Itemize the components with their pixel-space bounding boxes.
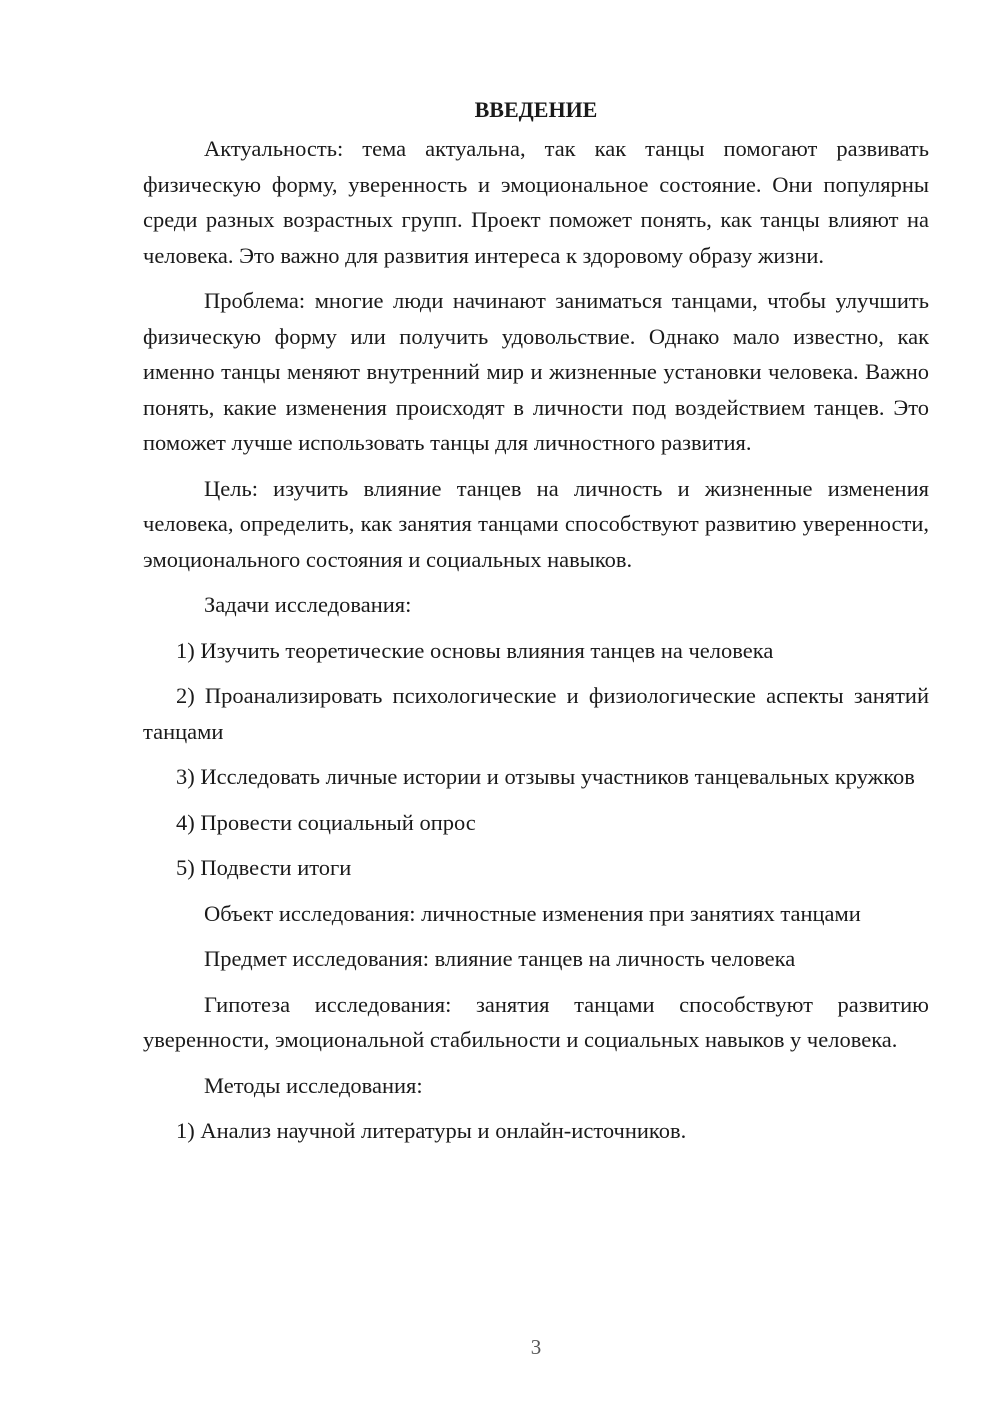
- problem-paragraph: Проблема: многие люди начинают заниматься танцами, чтобы улучшить физическую форму или получить удовольствие. Однако мало известно, как именно танцы меняют внутренний мир и жизненные установки человека. Важно понять, какие изменения происходят в личности под воздействием танцев. Это поможет лучше использовать танцы для личностного развития.: [143, 288, 929, 455]
- method-item-1: 1) Анализ научной литературы и онлайн-источников.: [176, 1118, 687, 1143]
- goal-paragraph: Цель: изучить влияние танцев на личность и жизненные изменения человека, определить, как занятия танцами способствуют развитию уверенности, эмоционального состояния и социальных навыков.: [143, 475, 929, 572]
- document-page: [143, 92, 929, 1149]
- page-title: ВВЕДЕНИЕ: [474, 97, 598, 122]
- task-item-5: 5) Подвести итоги: [176, 855, 352, 880]
- relevance-paragraph: Актуальность: тема актуальна, так как танцы помогают развивать физическую форму, уверенность и эмоциональное состояние. Они популярны среди разных возрастных групп. Проект поможет понять, как танцы влияют на человека. Это важно для развития интереса к здоровому образу жизни.: [143, 136, 929, 268]
- page-number: 3: [530, 1335, 542, 1359]
- task-item-2: 2) Проанализировать психологические и физиологические аспекты занятий танцами: [143, 683, 929, 744]
- task-item-4: 4) Провести социальный опрос: [176, 809, 476, 835]
- research-hypothesis: Гипотеза исследования: занятия танцами способствуют развитию уверенности, эмоциональной стабильности и социальных навыков у человека.: [143, 991, 929, 1052]
- tasks-heading: Задачи исследования:: [204, 592, 412, 617]
- research-object: Объект исследования: личностные изменения при занятиях танцами: [204, 900, 861, 926]
- methods-heading: Методы исследования:: [204, 1072, 423, 1098]
- task-item-1: 1) Изучить теоретические основы влияния танцев на человека: [176, 637, 774, 663]
- task-item-3: 3) Исследовать личные истории и отзывы участников танцевальных кружков: [176, 764, 915, 789]
- research-subject: Предмет исследования: влияние танцев на личность человека: [204, 946, 796, 971]
